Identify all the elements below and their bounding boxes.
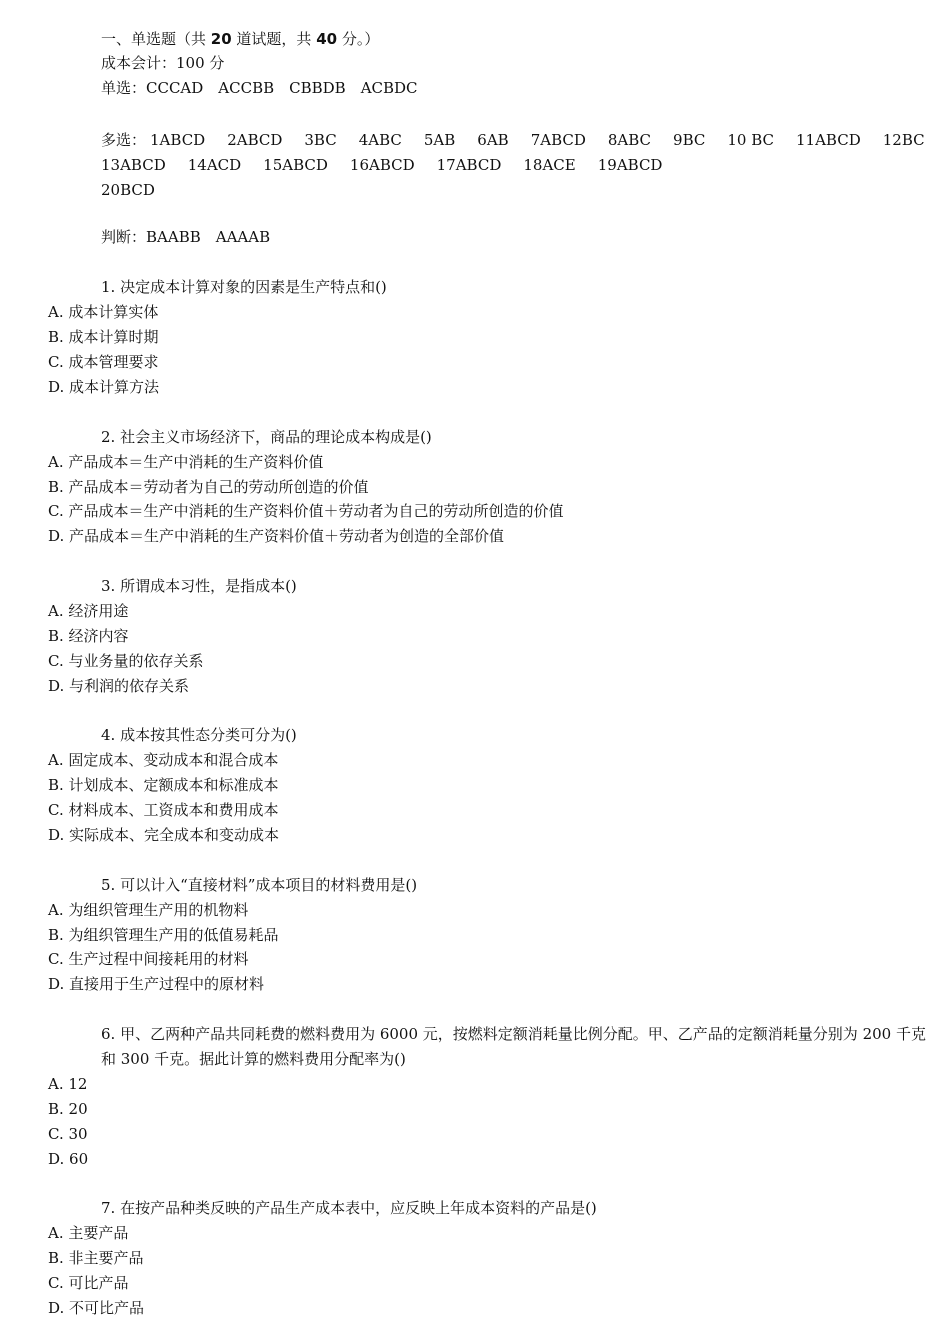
section-title xyxy=(101,29,379,49)
question-stem: 1. 决定成本计算对象的因素是生产特点和() xyxy=(101,278,387,296)
multi-answer: 20BCD xyxy=(101,181,155,199)
multi-answer: 11ABCD xyxy=(796,131,861,149)
multi-answer: 4ABC xyxy=(358,131,402,149)
option-b: B. 20 xyxy=(48,1100,88,1118)
option-a: A. 成本计算实体 xyxy=(48,303,159,321)
option-c: C. 可比产品 xyxy=(48,1274,129,1292)
judge-answers: 判断：BAABB AAAAB xyxy=(101,228,271,246)
multi-answer: 2ABCD xyxy=(227,131,283,149)
option-c: C. 产品成本＝生产中消耗的生产资料价值＋劳动者为自己的劳动所创造的价值 xyxy=(48,502,564,520)
multi-answer: 13ABCD xyxy=(101,156,166,174)
option-a: A. 产品成本＝生产中消耗的生产资料价值 xyxy=(48,453,324,471)
section-title-pre: 一、单选题（共 xyxy=(101,30,211,48)
option-a: A. 主要产品 xyxy=(48,1224,129,1242)
single-choice-answers: 单选：CCCAD ACCBB CBBDB ACBDC xyxy=(101,79,418,97)
multi-answer: 8ABC xyxy=(607,131,652,149)
option-d: D. 与利润的依存关系 xyxy=(48,677,190,695)
multi-answer: 15ABCD xyxy=(263,156,328,174)
question-stem: 3. 所谓成本习性，是指成本() xyxy=(101,577,297,595)
course-score: 成本会计：100 分 xyxy=(101,54,225,72)
option-d: D. 实际成本、完全成本和变动成本 xyxy=(48,826,280,844)
multi-answer: 1ABCD xyxy=(150,131,206,149)
question-stem: 7. 在按产品种类反映的产品生产成本表中，应反映上年成本资料的产品是() xyxy=(101,1199,597,1217)
question-stem: 6. 甲、乙两种产品共同耗费的燃料费用为 6000 元，按燃料定额消耗量比例分配。甲、乙产品的定额消耗量分别为 200 千克和 300 千克。据此计算的燃料费用分配率为() xyxy=(101,1025,926,1068)
option-a: A. 固定成本、变动成本和混合成本 xyxy=(48,751,279,769)
option-c: C. 与业务量的依存关系 xyxy=(48,652,204,670)
multi-choice-label: 多选： xyxy=(101,131,147,149)
multi-answer: 14ACD xyxy=(187,156,242,174)
question-count: 20 xyxy=(210,30,232,48)
option-b: B. 成本计算时期 xyxy=(48,328,159,346)
multi-answer: 10 BC xyxy=(727,131,774,149)
multi-answer: 12BC xyxy=(882,131,925,149)
option-d: D. 不可比产品 xyxy=(48,1299,145,1317)
option-c: C. 成本管理要求 xyxy=(48,353,159,371)
question-stem: 2. 社会主义市场经济下，商品的理论成本构成是() xyxy=(101,428,432,446)
total-points: 40 xyxy=(316,30,338,48)
multi-answer: 17ABCD xyxy=(436,156,502,174)
option-c: C. 30 xyxy=(48,1125,88,1143)
multi-answer: 7ABCD xyxy=(530,131,586,149)
multi-answer: 9BC xyxy=(673,131,706,149)
question-stem: 5. 可以计入“直接材料”成本项目的材料费用是() xyxy=(101,876,418,894)
option-d: D. 产品成本＝生产中消耗的生产资料价值＋劳动者为创造的全部价值 xyxy=(48,527,505,545)
multi-answer: 6AB xyxy=(477,131,509,149)
multi-answer: 16ABCD xyxy=(349,156,415,174)
option-a: A. 12 xyxy=(48,1075,88,1093)
option-d: D. 60 xyxy=(48,1150,89,1168)
option-a: A. 经济用途 xyxy=(48,602,129,620)
option-c: C. 生产过程中间接耗用的材料 xyxy=(48,950,249,968)
option-b: B. 产品成本＝劳动者为自己的劳动所创造的价值 xyxy=(48,478,369,496)
section-title-post: 分。） xyxy=(337,30,380,48)
option-a: A. 为组织管理生产用的机物料 xyxy=(48,901,249,919)
option-b: B. 计划成本、定额成本和标准成本 xyxy=(48,776,279,794)
question-stem: 4. 成本按其性态分类可分为() xyxy=(101,726,297,744)
multi-answer: 3BC xyxy=(304,131,337,149)
option-c: C. 材料成本、工资成本和费用成本 xyxy=(48,801,279,819)
option-d: D. 直接用于生产过程中的原材料 xyxy=(48,975,265,993)
multi-answer: 18ACE xyxy=(523,156,576,174)
section-title-mid: 道试题，共 xyxy=(231,30,317,48)
option-b: B. 为组织管理生产用的低值易耗品 xyxy=(48,926,279,944)
option-b: B. 经济内容 xyxy=(48,627,129,645)
multi-choice-answers xyxy=(101,128,931,203)
option-d: D. 成本计算方法 xyxy=(48,378,160,396)
option-b: B. 非主要产品 xyxy=(48,1249,144,1267)
multi-answer: 19ABCD xyxy=(597,156,663,174)
multi-answer: 5AB xyxy=(423,131,456,149)
